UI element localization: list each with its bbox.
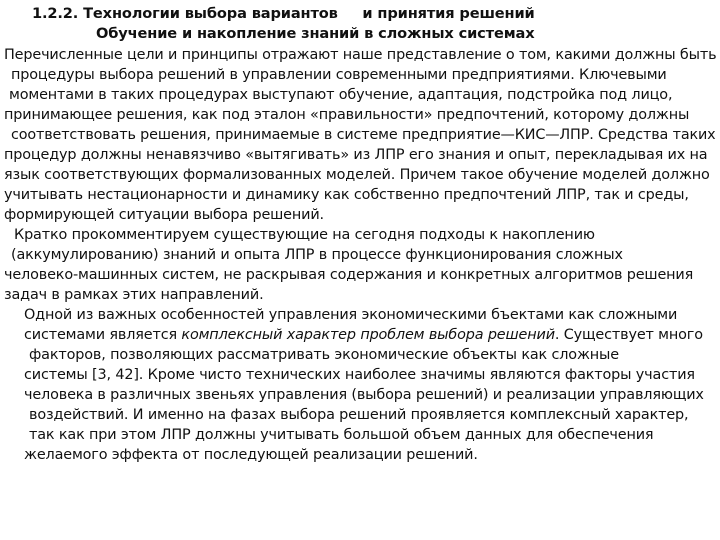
emphasis-text: проблем выбора решений — [360, 327, 555, 343]
paragraph-line: процедур должны ненавязчиво «вытягивать» из ЛПР его знания и опыт, перекладывая их на — [4, 147, 708, 163]
paragraph-line: Одной из важных особенностей управления экономическими бъектами как сложными — [24, 307, 678, 323]
paragraph-line: человеко-машинных систем, не раскрывая содержания и конкретных алгоритмов решения — [4, 267, 694, 283]
paragraph-line: принимающее решения, как под эталон «правильности» предпочтений, которому должны — [4, 107, 690, 123]
paragraph-line: процедуры выбора решений в управлении современными предприятиями. Ключевыми — [11, 67, 667, 83]
paragraph-line: язык соответствующих формализованных моделей. Причем такое обучение моделей должно — [4, 167, 710, 183]
paragraph-line: факторов, позволяющих рассматривать экономические объекты как сложные — [29, 347, 619, 363]
text-run: системами является — [24, 327, 182, 343]
paragraph-line: желаемого эффекта от последующей реализации решений. — [24, 447, 478, 463]
paragraph-line: моментами в таких процедурах выступают обучение, адаптация, подстройка под лицо, — [9, 87, 673, 103]
paragraph-line: системы [3, 42]. Кроме чисто технических наиболее значимы являются факторы участия — [24, 367, 695, 383]
paragraph-line: задач в рамках этих направлений. — [4, 287, 264, 303]
paragraph-line: Перечисленные цели и принципы отражают наше представление о том, какими должны быть — [4, 47, 717, 63]
text-run: . Существует много — [554, 327, 703, 343]
section-subheading: Обучение и накопление знаний в сложных системах — [96, 25, 535, 42]
paragraph-line: воздействий. И именно на фазах выбора решений проявляется комплексный характер, — [29, 407, 689, 423]
paragraph-line: так как при этом ЛПР должны учитывать большой объем данных для обеспечения — [29, 427, 654, 443]
paragraph-line: Кратко прокомментируем существующие на сегодня подходы к накоплению — [14, 227, 595, 243]
paragraph-line: (аккумулированию) знаний и опыта ЛПР в процессе функционирования сложных — [11, 247, 623, 263]
paragraph-line: учитывать нестационарности и динамику как собственно предпочтений ЛПР, так и среды, — [4, 187, 689, 203]
paragraph-line: человека в различных звеньях управления (выбора решений) и реализации управляющих — [24, 387, 704, 403]
section-heading: 1.2.2. Технологии выбора вариантов и принятия решений — [32, 5, 535, 22]
emphasis-text: комплексный характер — [181, 327, 356, 343]
paragraph-line — [24, 325, 703, 345]
paragraph-line: формирующей ситуации выбора решений. — [4, 207, 324, 223]
paragraph-line: соответствовать решения, принимаемые в системе предприятие—КИС—ЛПР. Средства таких — [11, 127, 716, 143]
